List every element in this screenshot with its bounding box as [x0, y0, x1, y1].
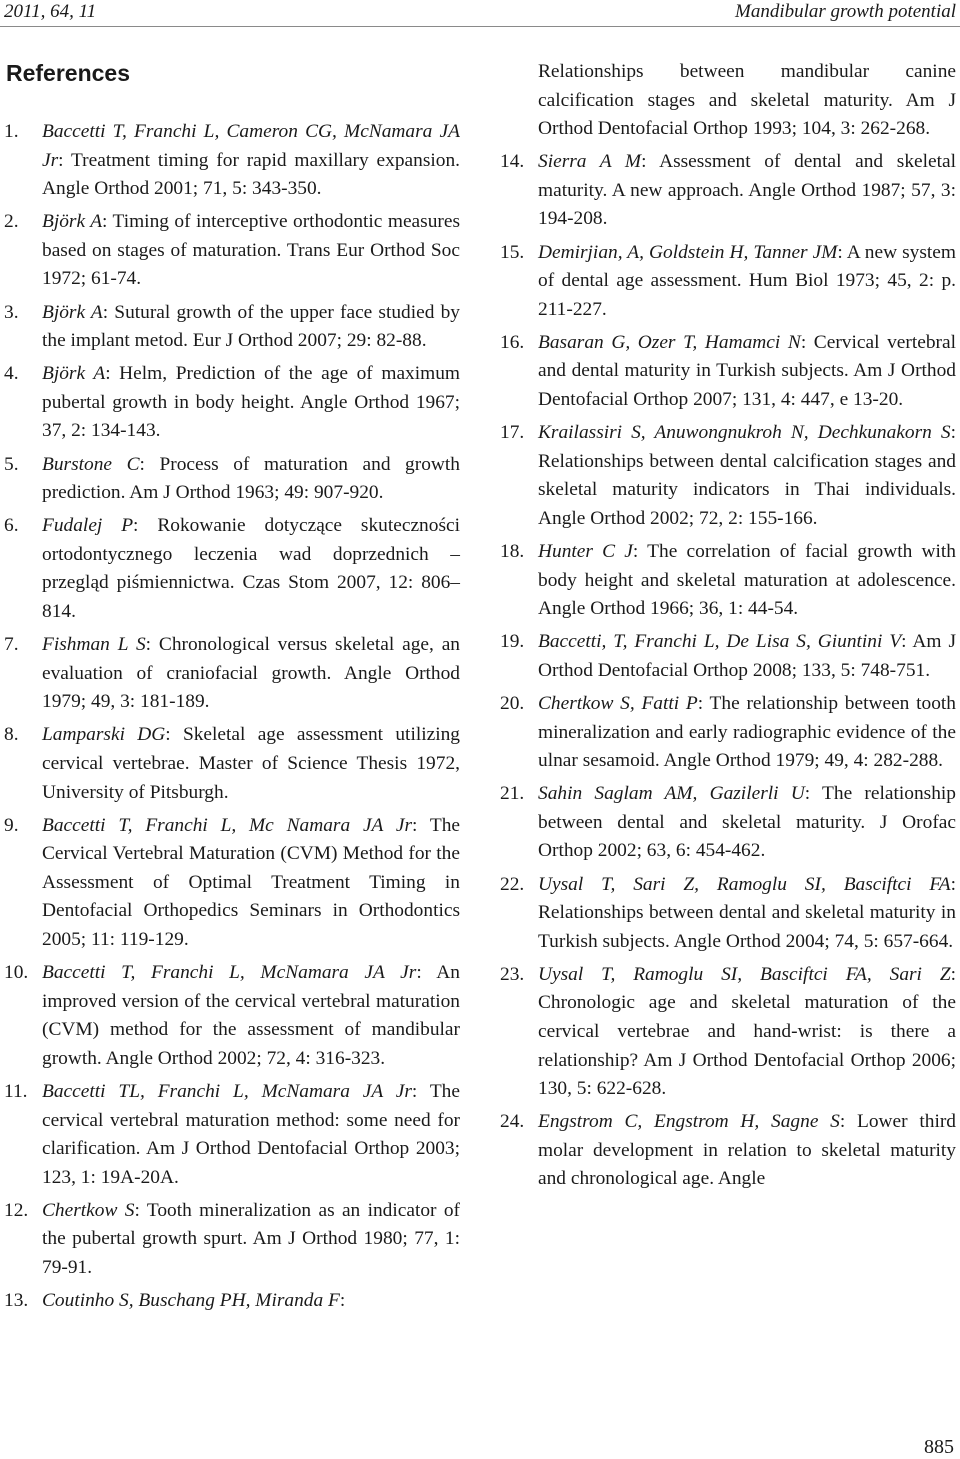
reference-7: [4, 631, 460, 717]
reference-authors: Demirjian, A, Goldstein H, Tanner JM: [538, 241, 838, 263]
reference-number: 1.: [4, 121, 19, 142]
reference-text: : The relationship between dental and skeletal maturity. J Orofac Orthop 2002; 63, 6: 454-462.: [538, 783, 956, 862]
reference-text: : Chronologic age and skeletal maturation of the cervical vertebrae and hand-wrist: is there a relationship? Am J Orthod Dentofacial Orthop 2006; 130, 5: 622-628.: [538, 963, 956, 1100]
reference-9: [4, 812, 460, 955]
reference-authors: Sierra A M: [538, 151, 642, 173]
reference-number: 17.: [500, 422, 525, 444]
reference-11: [4, 1078, 460, 1192]
reference-text: : Helm, Prediction of the age of maximum pubertal growth in body height. Angle Orthod 1967; 37, 2: 134-143.: [42, 363, 460, 442]
reference-number: 8.: [4, 724, 19, 746]
reference-number: 15.: [500, 241, 525, 263]
reference-authors: Burstone C: [42, 453, 140, 475]
reference-text: : Relationships between dental calcification stages and skeletal maturity indicators in Thai individuals. Angle Orthod 2002; 72, 2: 155-166.: [538, 422, 956, 529]
reference-authors: Baccetti TL, Franchi L, McNamara JA Jr: [42, 1081, 412, 1102]
reference-authors: Fudalej P: [42, 515, 134, 537]
reference-number: 14.: [500, 151, 525, 173]
reference-23: [500, 961, 956, 1104]
reference-6: [4, 512, 460, 626]
reference-12: [4, 1197, 460, 1283]
reference-number: 21.: [500, 783, 525, 805]
reference-text: : Cervical vertebral and dental maturity in Turkish subjects. Am J Orthod Dentofacial Orthop 2007; 131, 4: 447, e 13-20.: [538, 331, 956, 411]
reference-authors: Uysal T, Sari Z, Ramoglu SI, Basciftci FA: [538, 873, 951, 895]
reference-13: [4, 1287, 460, 1316]
page-number: 885: [924, 1436, 954, 1458]
reference-16: [500, 329, 956, 415]
reference-number: 5.: [4, 453, 19, 475]
reference-number: 12.: [4, 1199, 29, 1221]
reference-number: 3.: [4, 301, 19, 323]
reference-authors: Baccetti T, Franchi L, McNamara JA Jr: [42, 962, 417, 984]
reference-19: [500, 628, 956, 685]
reference-text: : Chronological versus skeletal age, an evaluation of craniofacial growth. Angle Orthod 1979; 49, 3: 181-189.: [42, 634, 460, 713]
reference-authors: Fishman L S: [42, 634, 146, 656]
reference-authors: Engstrom C, Engstrom H, Sagne S: [538, 1111, 840, 1133]
reference-2: [4, 208, 460, 294]
references-column-right: [500, 58, 956, 1199]
reference-3: [4, 299, 460, 356]
reference-text: : The relationship between tooth mineralization and early radiographic evidence of the ulnar sesamoid. Angle Orthod 1979; 49, 4: 282-288.: [538, 692, 956, 772]
reference-text: : Am J Orthod Dentofacial Orthop 2008; 133, 5: 748-751.: [538, 631, 956, 681]
reference-text: :: [339, 1290, 346, 1312]
reference-authors: Björk A: [42, 211, 103, 233]
reference-authors: Hunter C J: [538, 541, 633, 562]
reference-number: 2.: [4, 211, 19, 233]
reference-21: [500, 780, 956, 866]
reference-text: : Timing of interceptive orthodontic measures based on stages of maturation. Trans Eur Orthod Soc 1972; 61-74.: [42, 211, 461, 290]
reference-authors: Basaran G, Ozer T, Hamamci N: [538, 331, 801, 353]
reference-authors: Björk A: [42, 363, 106, 385]
reference-text: : The cervical vertebral maturation method: some need for clarification. Am J Orthod Dentofacial Orthop 2003; 123, 1: 19A-20A.: [42, 1081, 460, 1188]
references-heading: References: [6, 60, 131, 86]
reference-number: 10.: [4, 962, 29, 984]
reference-text: : The correlation of facial growth with body height and skeletal maturation at adolescence. Angle Orthod 1966; 36, 1: 44-54.: [538, 541, 956, 620]
reference-text: : Sutural growth of the upper face studied by the implant metod. Eur J Orthod 2007; 29: 82-88.: [42, 301, 460, 352]
reference-text: : A new system of dental age assessment. Hum Biol 1973; 45, 2: p. 211-227.: [538, 241, 956, 320]
reference-authors: Krailassiri S, Anuwongnukroh N, Dechkunakorn S: [538, 422, 951, 444]
reference-14: [500, 148, 956, 234]
reference-number: 13.: [4, 1290, 29, 1312]
reference-number: 24.: [500, 1111, 525, 1133]
reference-1: [4, 118, 460, 204]
reference-text: : Rokowanie dotyczące skuteczności ortodontycznego leczenia wad doprzednich – przegląd piśmiennictwa. Czas Stom 2007, 12: 806– 814.: [42, 515, 460, 622]
reference-number: 6.: [4, 515, 19, 537]
reference-17: [500, 419, 956, 533]
running-header: [0, 0, 960, 27]
reference-text: : Assessment of dental and skeletal maturity. A new approach. Angle Orthod 1987; 57, 3: 194-208.: [538, 151, 957, 230]
reference-text: : Treatment timing for rapid maxillary expansion. Angle Orthod 2001; 71, 5: 343-350.: [42, 149, 460, 200]
reference-20: [500, 690, 956, 776]
reference-text: : Process of maturation and growth prediction. Am J Orthod 1963; 49: 907-920.: [42, 453, 460, 504]
reference-text: : The Cervical Vertebral Maturation (CVM) Method for the Assessment of Optimal Treatment Timing in Dentofacial Orthopedics Seminars in Orthodontics 2005; 11: 119-129.: [42, 814, 460, 951]
reference-text: : Skeletal age assessment utilizing cervical vertebrae. Master of Science Thesis 1972, University of Pitsburgh.: [42, 724, 460, 803]
reference-authors: Lamparski DG: [42, 724, 166, 746]
journal-issue: 2011, 64, 11: [4, 1, 97, 22]
reference-15: [500, 239, 956, 325]
reference-authors: Björk A: [42, 301, 103, 323]
reference-authors: Sahin Saglam AM, Gazilerli U: [538, 783, 805, 805]
reference-number: 4.: [4, 363, 19, 385]
reference-10: [4, 959, 460, 1073]
reference-text: : Tooth mineralization as an indicator of the pubertal growth spurt. Am J Orthod 1980; 77, 1: 79-91.: [42, 1199, 460, 1279]
reference-5: [4, 451, 460, 508]
reference-text: : Relationships between dental and skeletal maturity in Turkish subjects. Angle Orthod 2004; 74, 5: 657-664.: [538, 873, 956, 952]
reference-8: [4, 721, 460, 807]
reference-text: : An improved version of the cervical vertebral maturation (CVM) method for the assessment of mandibular growth. Angle Orthod 2002; 72, 4: 316-323.: [42, 962, 460, 1069]
reference-number: 18.: [500, 541, 525, 562]
reference-number: 16.: [500, 331, 525, 353]
reference-authors: Baccetti T, Franchi L, Mc Namara JA Jr: [42, 814, 413, 836]
reference-text: : Lower third molar development in relation to skeletal maturity and chronological age. Angle: [538, 1111, 956, 1190]
reference-number: 7.: [4, 634, 19, 656]
reference-number: 22.: [500, 873, 525, 895]
reference-authors: Baccetti T, Franchi L, Cameron CG, McNamara JA Jr: [42, 121, 460, 171]
reference-18: [500, 538, 956, 624]
reference-number: 19.: [500, 631, 525, 653]
reference-4: [4, 360, 460, 446]
reference-authors: Baccetti, T, Franchi L, De Lisa S, Giuntini V: [538, 631, 902, 653]
reference-authors: Chertkow S: [42, 1199, 135, 1221]
reference-number: 20.: [500, 692, 525, 714]
reference-22: [500, 871, 956, 957]
reference-number: 11.: [4, 1081, 28, 1102]
references-column-left: [4, 118, 460, 1320]
reference-authors: Chertkow S, Fatti P: [538, 692, 698, 714]
reference-number: 23.: [500, 963, 525, 985]
reference-authors: Coutinho S, Buschang PH, Miranda F: [42, 1290, 340, 1312]
reference-number: 9.: [4, 814, 19, 836]
reference-authors: Uysal T, Ramoglu SI, Basciftci FA, Sari Z: [538, 963, 951, 985]
reference-24: [500, 1108, 956, 1194]
article-short-title: Mandibular growth potential: [735, 1, 956, 22]
reference-13-continuation: Relationships between mandibular canine calcification stages and skeletal maturity. Am J Orthod Dentofacial Orthop 1993; 104, 3: 262-268.: [538, 61, 956, 140]
